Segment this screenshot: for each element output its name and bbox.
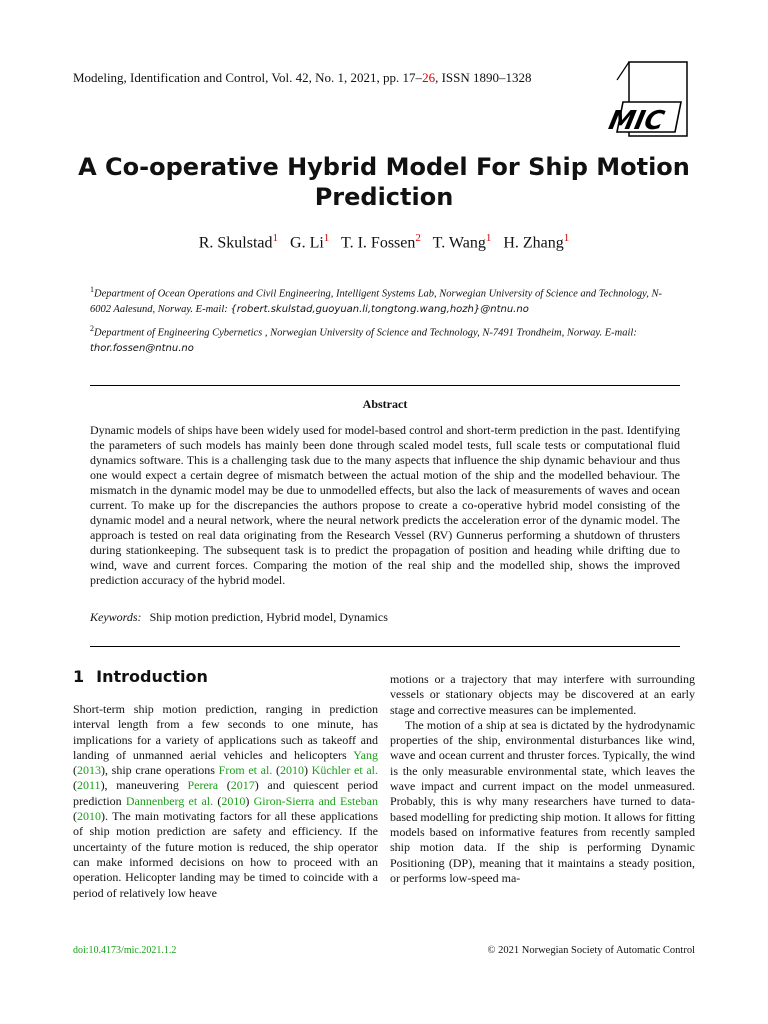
citation-link[interactable]: 2010 xyxy=(77,809,101,824)
copyright-notice: © 2021 Norwegian Society of Automatic Control xyxy=(487,945,695,956)
citation-link[interactable]: 2013 xyxy=(77,763,101,778)
author: H. Zhang xyxy=(503,234,564,252)
section-title: Introduction xyxy=(96,667,208,686)
affiliation-email[interactable]: {robert.skulstad,guoyuan.li,tongtong.wang,hozh}@ntnu.no xyxy=(230,303,529,315)
section-heading xyxy=(73,667,208,686)
abstract-text: Dynamic models of ships have been widely used for model-based control and short-term prediction in the past. Identifying the parameters of such models has mainly been done through scaled model tests, full scale tests or computational fluid dynamics software. This is a challenging task due to the many aspects that influence the ship dynamic behaviour and thus one would expect a certain degree of mismatch between the actual motion of the ship and the modelled behaviour. The mismatch in the dynamic model may be due to unmodelled effects, but also the lack of measurements of waves and ocean current. To make up for the discrepancies the authors propose to create a co-operative hybrid model consisting of the dynamic model and a neural network, where the neural network predicts the acceleration error of the dynamic model. The approach is tested on real data originating from the Research Vessel (RV) Gunnerus performing a shutdown of thrusters during stationkeeping. The subsequent task is to predict the propagation of position and heading while drifting due to wind, wave and current forces. Comparing the motion of the real ship and the modelled ship, shows the improved prediction accuracy of the hybrid model. xyxy=(90,423,680,587)
affiliation-text: Department of Ocean Operations and Civil Engineering, Intelligent Systems Lab, Norwegian University of Science and Technology, N-6002 Aalesund, Norway. E-mail: xyxy=(90,288,662,315)
text-run: ), ship crane operations xyxy=(101,763,219,778)
doi-link[interactable]: doi:10.4173/mic.2021.1.2 xyxy=(73,945,177,956)
logo-text: MIC xyxy=(605,106,667,136)
author-affil-mark[interactable]: 1 xyxy=(485,232,492,244)
left-column xyxy=(73,702,378,901)
abstract-heading: Abstract xyxy=(362,397,408,411)
text-run: ( xyxy=(73,763,77,778)
keywords-label: Keywords: xyxy=(90,610,142,624)
author-list xyxy=(60,232,708,252)
page-link[interactable]: 26 xyxy=(422,70,436,85)
top-rule xyxy=(90,385,680,386)
affiliation-1 xyxy=(90,282,680,317)
citation-link[interactable]: Dannenberg et al. xyxy=(125,793,214,808)
title-line-2: Prediction xyxy=(314,183,454,211)
text-run: ( xyxy=(272,763,280,778)
affiliation-email[interactable]: thor.fossen@ntnu.no xyxy=(90,342,194,354)
author: T. I. Fossen xyxy=(341,234,416,252)
text-run: ) xyxy=(304,763,312,778)
journal-citation-line xyxy=(73,70,532,86)
text-run: ( xyxy=(218,778,231,793)
mic-logo xyxy=(605,62,687,136)
author-affil-mark[interactable]: 1 xyxy=(563,232,570,244)
affiliation-mark: 2 xyxy=(90,324,94,333)
keywords-text: Ship motion prediction, Hybrid model, Dynamics xyxy=(149,610,388,624)
paragraph: The motion of a ship at sea is dictated by the hydrodynamic properties of the ship, environmental disturbances like wind, wave and ocean current and thruster forces. Typically, the wind is the only measurable environmental state, which leaves the wave impact and current impact on the model unmeasured. Probably, this is why many researchers have turned to data-based modelling for predicting ship motion. It allows for fitting models based on informative features from recently sampled ship motion data. If the ship is performing Dynamic Positioning (DP), meaning that it maintains a steady position, or performs low-speed ma- xyxy=(390,717,695,885)
citation-link[interactable]: 2011 xyxy=(77,778,101,793)
citation-link[interactable]: Perera xyxy=(187,778,219,793)
journal-prefix: Modeling, Identification and Control, Vol. 42, No. 1, 2021, pp. 17– xyxy=(73,70,423,85)
affiliation-text: Department of Engineering Cybernetics , Norwegian University of Science and Technology, N-7491 Trondheim, Norway. E-mail: xyxy=(94,327,637,339)
author: G. Li xyxy=(290,234,324,252)
citation-link[interactable]: Giron-Sierra and Esteban xyxy=(253,793,378,808)
paper-title xyxy=(60,152,708,212)
right-column xyxy=(390,672,695,886)
bottom-rule xyxy=(90,646,680,647)
intro-paragraph xyxy=(73,702,378,901)
text-run: ( xyxy=(73,809,77,824)
paragraph-continuation: motions or a trajectory that may interfere with surrounding vessels or stationary objects may be discovered at an early stage and corrective measures can be implemented. xyxy=(390,672,695,717)
author-affil-mark[interactable]: 1 xyxy=(323,232,330,244)
citation-link[interactable]: Küchler et al. xyxy=(311,763,378,778)
text-run: ) xyxy=(245,793,254,808)
keywords-line xyxy=(90,610,680,625)
author: T. Wang xyxy=(432,234,486,252)
citation-link[interactable]: Yang xyxy=(353,747,378,762)
journal-suffix: , ISSN 1890–1328 xyxy=(435,70,532,85)
affiliation-mark: 1 xyxy=(90,285,94,294)
text-run: Short-term ship motion prediction, ranging in prediction interval length from a few seconds to one minute, has implications for a variety of applications such as takeoff and landing of unmanned aerial vehicles and helicopters xyxy=(73,702,378,762)
citation-link[interactable]: 2010 xyxy=(221,793,246,808)
text-run: ( xyxy=(213,793,222,808)
section-number: 1 xyxy=(73,667,85,686)
citation-link[interactable]: From et al. xyxy=(218,763,273,778)
citation-link[interactable]: 2010 xyxy=(280,763,304,778)
citation-link[interactable]: 2017 xyxy=(230,778,255,793)
text-run: ). The main motivating factors for all these applications of ship motion prediction are safety and efficiency. If the uncertainty of the future motion is reduced, the ship operator can make informed decisions on how to proceed with an operation. Helicopter landing may be timed to coincide with a period of relatively low heave xyxy=(73,809,378,900)
author: R. Skulstad xyxy=(198,234,273,252)
author-affil-mark[interactable]: 1 xyxy=(272,232,279,244)
text-run: ), maneuvering xyxy=(100,778,188,793)
author-affil-mark[interactable]: 2 xyxy=(415,232,421,244)
text-run: ) and quiescent period prediction xyxy=(73,778,378,808)
text-run: ( xyxy=(73,778,77,793)
title-line-1: A Co-operative Hybrid Model For Ship Motion xyxy=(78,153,690,181)
affiliation-2 xyxy=(90,321,680,356)
